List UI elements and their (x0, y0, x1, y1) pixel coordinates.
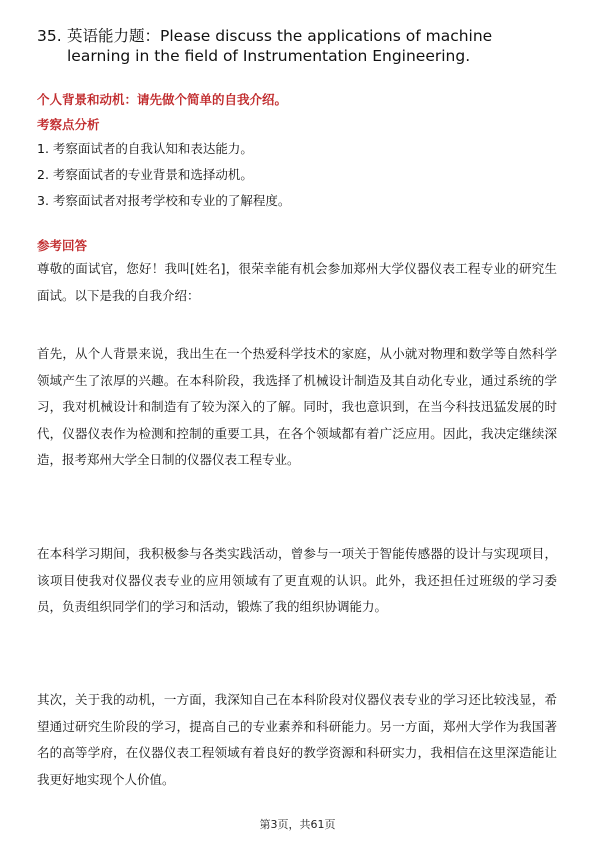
answer-heading: 参考回答 (37, 238, 88, 253)
analysis-list (37, 140, 290, 218)
answer-paragraph-background: 首先，从个人背景来说，我出生在一个热爱科学技术的家庭，从小就对物理和数学等自然科学领域产生了浓厚的兴趣。在本科阶段，我选择了机械设计制造及其自动化专业，通过系统的学习，我对机械设计和制造有了较为深入的了解。同时，我也意识到，在当今科技迅猛发展的时代，仪器仪表作为检测和控制的重要工具，在各个领域都有着广泛应用。因此，我决定继续深造，报考郑州大学全日制的仪器仪表工程专业。 (37, 346, 557, 467)
analysis-item: 3. 考察面试者对报考学校和专业的了解程度。 (37, 193, 291, 208)
intro-heading: 个人背景和动机：请先做个简单的自我介绍。 (37, 92, 288, 107)
answer-paragraph-motivation: 其次，关于我的动机，一方面，我深知自己在本科阶段对仪器仪表专业的学习还比较浅显，希望通过研究生阶段的学习，提高自己的专业素养和科研能力。另一方面，郑州大学作为我国著名的高等学府，在仪器仪表工程领域有着良好的教学资源和科研实力，我相信在这里深造能让我更好地实现个人价值。 (37, 692, 557, 787)
question-line-2: learning in the field of Instrumentation Engineering. (67, 47, 471, 65)
analysis-item: 2. 考察面试者的专业背景和选择动机。 (37, 167, 253, 182)
page-footer: 第3页，共61页 (259, 818, 336, 831)
analysis-item: 1. 考察面试者的自我认知和表达能力。 (37, 141, 253, 156)
analysis-heading: 考察点分析 (37, 117, 100, 132)
question-line-1: 英语能力题：Please discuss the applications of machine (67, 27, 493, 45)
question-number: 35. (37, 27, 62, 45)
answer-paragraph-practice: 在本科学习期间，我积极参与各类实践活动，曾参与一项关于智能传感器的设计与实现项目，该项目使我对仪器仪表专业的应用领域有了更直观的认识。此外，我还担任过班级的学习委员，负责组织同学们的学习和活动，锻炼了我的组织协调能力。 (37, 546, 557, 614)
question-title (37, 26, 567, 66)
answer-paragraph-intro: 尊敬的面试官，您好！我叫[姓名]，很荣幸能有机会参加郑州大学仪器仪表工程专业的研究生面试。以下是我的自我介绍： (37, 261, 557, 303)
